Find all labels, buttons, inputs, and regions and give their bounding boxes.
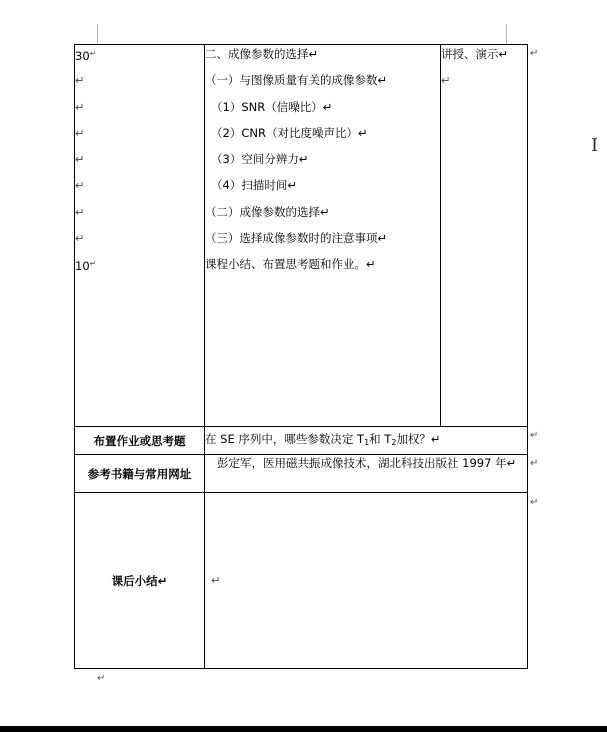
content-line: （2）CNR（对比度噪声比）↵: [211, 125, 368, 140]
time-entry: ↵: [75, 152, 85, 167]
summary-row: [75, 493, 528, 669]
time-entry: 10↵: [75, 259, 97, 274]
references-label: 参考书籍与常用网址: [75, 455, 205, 493]
time-mark: ↵: [89, 49, 97, 58]
time-entry: 30↵: [75, 49, 97, 63]
content-line: （4）扫描时间↵: [211, 178, 297, 193]
content-line: （三）选择成像参数时的注意事项↵: [205, 231, 388, 246]
time-column[interactable]: [75, 45, 205, 427]
text-cursor-icon: I: [591, 135, 599, 156]
homework-value[interactable]: 在 SE 序列中，哪些参数决定 $T_1$和 $T_2$加权？↵: [205, 427, 528, 455]
time-entry: ↵: [75, 125, 85, 140]
content-line: （1）SNR（信噪比）↵: [211, 99, 333, 114]
summary-label: 课后小结↵: [75, 493, 205, 669]
time-entry: ↵: [75, 99, 85, 114]
content-line: （一）与图像质量有关的成像参数↵: [205, 73, 388, 88]
references-row: [75, 455, 528, 493]
references-value[interactable]: 彭定军，医用磁共振成像技术，湖北科技出版社 1997 年↵: [205, 455, 528, 493]
content-line: （3）空间分辨力↵: [211, 152, 309, 167]
homework-row: [75, 427, 528, 455]
content-line: 二、成像参数的选择↵: [205, 47, 319, 61]
method-line: 讲授、演示↵: [441, 47, 509, 61]
time-entry: ↵: [75, 231, 85, 246]
homework-label: 布置作业或思考题: [75, 427, 205, 455]
content-column[interactable]: [205, 45, 441, 427]
row-end-mark: ↵: [530, 48, 539, 59]
trailing-paragraph-mark[interactable]: ↵: [97, 673, 106, 684]
row-end-mark: ↵: [530, 430, 539, 441]
crop-mark-right: [506, 24, 507, 44]
summary-value[interactable]: ↵: [205, 493, 528, 669]
time-entry: ↵: [75, 204, 85, 219]
lesson-plan-table: [74, 44, 528, 669]
content-line: 课程小结、布置思考题和作业。↵: [205, 257, 376, 272]
method-column[interactable]: [441, 45, 528, 427]
row-end-mark: ↵: [530, 497, 539, 508]
content-line: （二）成像参数的选择↵: [205, 204, 330, 219]
schedule-row: [75, 45, 528, 427]
time-entry: ↵: [75, 73, 85, 88]
window-bottom-edge: [0, 726, 607, 732]
time-entry: ↵: [75, 178, 85, 193]
time-mark: ↵: [89, 259, 97, 269]
row-end-mark: ↵: [530, 458, 539, 469]
crop-mark-left: [97, 24, 98, 44]
method-line: ↵: [441, 73, 451, 88]
